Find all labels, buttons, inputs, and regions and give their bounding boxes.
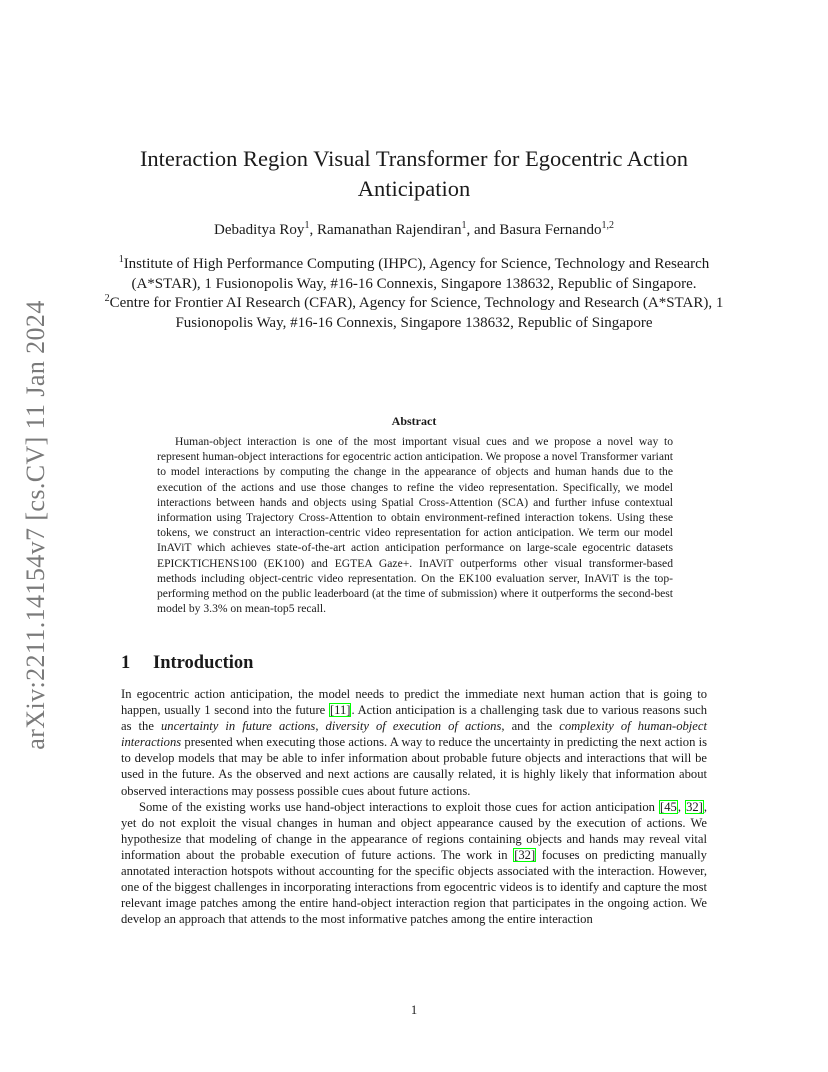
author-name: Debaditya Roy [214, 222, 305, 238]
abstract-text: Human-object interaction is one of the most important visual cues and we propose a novel way to represent human-object interactions for egocentric action anticipation. We propose a novel Transformer variant to model interactions by computing the change in the appearance of objects and human hands due to the execution of the actions and use those changes to refine the video representation. Specifically, we model interactions between hands and objects using Spatial Cross-Attention (SCA) and further infuse contextual information using Trajectory Cross-Attention to obtain environment-refined interaction tokens. Using these tokens, we construct an interaction-centric video representation for action anticipation. We term our model InAViT which achieves state-of-the-art action anticipation performance on large-scale egocentric datasets EPICKTICHENS100 (EK100) and EGTEA Gaze+. InAViT outperforms other visual transformer-based methods including object-centric video representation. On the EK100 evaluation server, InAViT is the top-performing method on the public leaderboard (at the time of submission) where it outperforms the second-best model by 3.3% on mean-top5 recall. [157, 435, 673, 616]
author-name: Basura Fernando [499, 222, 602, 238]
affiliation-text: Institute of High Performance Computing (IHPC), Agency for Science, Technology and Research (A*STAR), 1 Fusionopolis Way, #16-16 Connexis, Singapore 138632, Republic of Singapore. [123, 256, 710, 292]
text-run: Some of the existing works use hand-object interactions to exploit those cues for action anticipation [139, 799, 660, 814]
intro-paragraph-1 [121, 686, 707, 799]
text-run: , and the [501, 719, 560, 734]
author-separator: , and [466, 222, 500, 238]
section-number: 1 [121, 653, 131, 673]
text-run: presented when executing those actions. A way to reduce the uncertainty in predicting the next action is to develop models that may be able to infer information about probable future objects and interactions that will be used in the future. As the observed and next actions are causally related, it is highly likely that information about observed interactions may possess possible cues about future actions. [121, 735, 707, 798]
citation-link[interactable]: [45 [660, 799, 677, 814]
abstract-heading: Abstract [391, 414, 437, 428]
arxiv-side-stamp: arXiv:2211.14154v7 [cs.CV] 11 Jan 2024 [21, 300, 50, 750]
citation-link[interactable]: 32] [686, 799, 703, 814]
affiliation-marker: 1 [118, 254, 124, 265]
affiliation-2 [100, 294, 728, 333]
citation-link[interactable]: [11] [329, 703, 351, 718]
text-run: , [677, 799, 686, 814]
section-heading [121, 651, 253, 675]
author-list [100, 220, 728, 240]
affiliations [100, 255, 728, 333]
author-affil-marker: 1 [461, 220, 467, 231]
text-run: , [315, 719, 326, 734]
page-number: 1 [410, 1003, 418, 1017]
author-separator: , [309, 222, 317, 238]
emphasis-text: uncertainty in future actions [161, 719, 316, 734]
author-affil-marker: 1,2 [601, 220, 614, 231]
affiliation-marker: 2 [104, 293, 110, 304]
text-run: . Action anticipation is a challenging task due to various reasons such as the [121, 703, 707, 734]
author-affil-marker: 1 [304, 220, 310, 231]
emphasis-text: diversity of execution of actions [325, 719, 502, 734]
affiliation-1 [100, 255, 728, 294]
citation-link[interactable]: [32] [514, 847, 536, 862]
text-run: focuses on predicting manually annotated interaction hotspots without accounting for the specific objects associated with the interaction. However, one of the biggest challenges in incorporating interactions from egocentric videos is to identify and capture the most relevant image patches among the entire hand-object interaction region that participates in the ongoing action. We develop an approach that attends to the most informative patches among the entire interaction [121, 847, 707, 927]
section-title: Introduction [153, 653, 254, 673]
affiliation-text: Centre for Frontier AI Research (CFAR), Agency for Science, Technology and Research (A*STAR), 1 Fusionopolis Way, #16-16 Connexis, Singapore 138632, Republic of Singapore [109, 295, 724, 331]
text-run: In egocentric action anticipation, the model needs to predict the immediate next human action that is going to happen, usually 1 second into the future [121, 687, 707, 718]
emphasis-text: complexity of human-object interactions [121, 719, 707, 750]
text-run: , yet do not exploit the visual changes in human and object appearance caused by the execution of actions. We hypothesize that modeling of change in the appearance of regions containing objects and hands may reveal vital information about the probable execution of future actions. The work in [121, 799, 708, 862]
introduction-body [121, 686, 707, 927]
author-name: Ramanathan Rajendiran [316, 222, 462, 238]
intro-paragraph-2 [121, 799, 707, 928]
paper-title [100, 144, 728, 204]
title-line-1: Interaction Region Visual Transformer for Egocentric Action [139, 146, 689, 171]
title-line-2: Anticipation [357, 176, 471, 201]
